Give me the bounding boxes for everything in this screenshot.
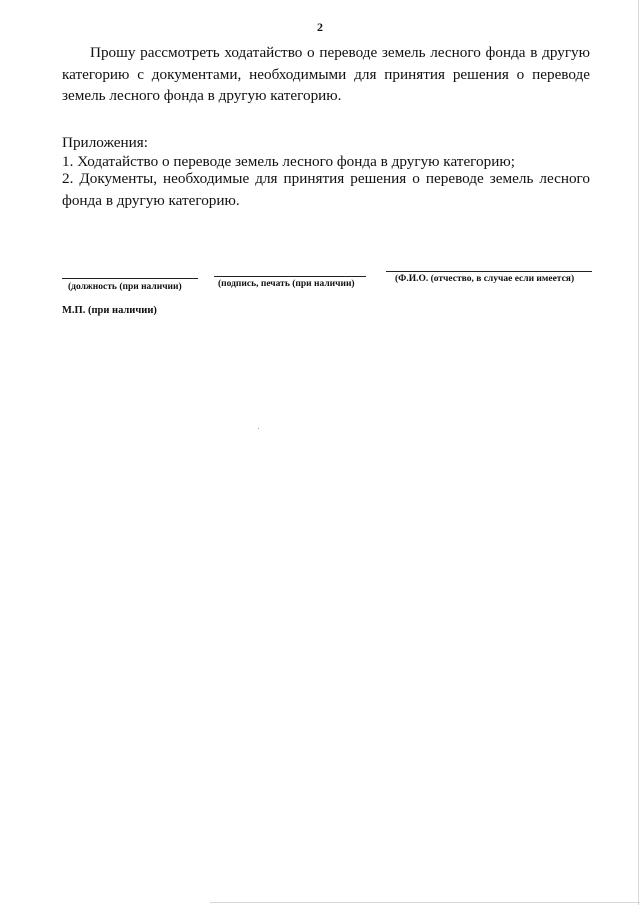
attachment-item-2: 2. Документы, необходимые для принятия решения о переводе земель лесного фонда в другую категорию. xyxy=(62,170,590,209)
page-edge-right xyxy=(638,0,639,905)
signature-line xyxy=(214,276,366,277)
page-edge-bottom xyxy=(210,902,640,903)
full-name-signature-line xyxy=(386,271,592,272)
position-signature-line xyxy=(62,278,198,279)
request-paragraph: Прошу рассмотреть ходатайство о переводе земель лесного фонда в другую категорию с документами, необходимыми для принятия решения о переводе земель лесного фонда в другую категорию. xyxy=(62,44,590,104)
full-name-caption: (Ф.И.О. (отчество, в случае если имеется) xyxy=(395,274,575,284)
scan-speck xyxy=(258,428,259,429)
attachment-item-1: 1. Ходатайство о переводе земель лесного фонда в другую категорию; xyxy=(62,153,515,170)
attachments-heading: Приложения: xyxy=(62,134,148,151)
stamp-place-label: М.П. (при наличии) xyxy=(62,305,157,316)
position-caption: (должность (при наличии) xyxy=(68,282,182,292)
page-number: 2 xyxy=(317,20,323,34)
signature-caption: (подпись, печать (при наличии) xyxy=(218,279,355,289)
